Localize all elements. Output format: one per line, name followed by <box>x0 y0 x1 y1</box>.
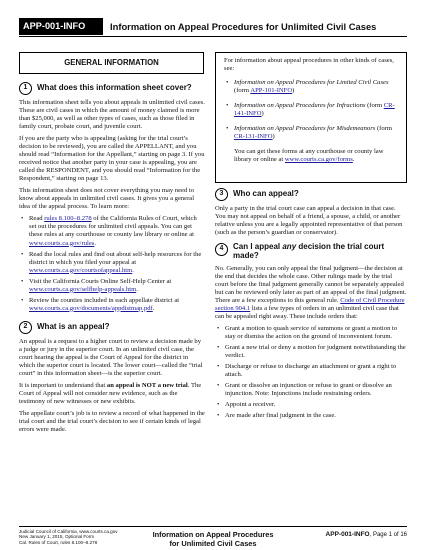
rules-link[interactable]: rules 8.100–8.278 <box>44 215 92 223</box>
paragraph: The appellate court’s job is to review a record of what happened in the trial court and the trial court’s decision to see if certain kinds of legal errors were made. <box>19 410 205 434</box>
forms-link[interactable]: www.courts.ca.gov/forms <box>284 156 353 164</box>
section-3-heading <box>215 188 407 201</box>
list-item: • Discharge or refuse to discharge an attachment or grant a right to attach. <box>215 363 407 379</box>
footer-title: Information on Appeal Procedures for Unlimited Civil Cases <box>152 530 274 549</box>
paragraph: It is important to understand that an appeal is NOT a new trial. The Court of Appeal will not consider new evidence, such as the testimony of new witnesses or new exhibits. <box>19 381 202 405</box>
footer-page: APP-001-INFO, Page 1 of 16 <box>325 531 407 538</box>
section-number: 2 <box>19 321 32 334</box>
resource-list <box>19 215 205 312</box>
header-rule <box>19 36 407 37</box>
app-101-info-link[interactable]: APP-101-INFO <box>250 87 293 95</box>
section-2-heading <box>19 321 205 334</box>
page-footer <box>19 526 407 548</box>
section-title: Can I appeal any decision the trial court made? <box>233 242 385 260</box>
list-item: • Grant a motion to quash service of summons or grant a motion to stay or dismiss the action on the ground of inconvenient forum. <box>215 325 407 341</box>
section-title: What is an appeal? <box>37 321 110 331</box>
footer-rule <box>19 526 407 527</box>
self-help-link[interactable]: www.courts.ca.gov/selfhelp-appeals.htm <box>29 285 137 293</box>
appealable-orders-list <box>215 325 407 420</box>
paragraph: If you are the party who is appealing (asking for the trial court’s decision to be reviewed), you are called the APPELLANT, and you should read “Information for the Appellant,” starting on page 3. If you received notice that another party in your case is appealing, you are called the RESPONDENT, and you should read “Information for the Respondent,” starting on page 13. <box>19 135 205 183</box>
section-1-heading <box>19 82 205 95</box>
footer-left: Judicial Council of California, www.courts.ca.gov New January 1, 2015, Optional Form Cal. Rules of Court, rules 8.100–8.278 <box>19 529 118 545</box>
left-column <box>19 78 205 438</box>
list-item: • Are made after final judgment in the case. <box>215 412 407 420</box>
list-item: • Information on Appeal Procedures for Infractions (form CR-141-INFO) <box>224 102 398 118</box>
paragraph: Only a party in the trial court case can appeal a decision in that case. You may not appeal on behalf of a friend, a spouse, a child, or another relative unless you are a legally appointed representative of that person (such as the person’s guardian or conservator). <box>215 205 403 237</box>
list-item: • Visit the California Courts Online Self-Help Center at www.courts.ca.gov/selfhelp-appeals.htm. <box>19 278 205 294</box>
section-number: 3 <box>215 188 228 201</box>
courts-of-appeal-link[interactable]: www.courts.ca.gov/courtsofappeal.htm <box>29 266 133 274</box>
ccp-904-link[interactable]: Code of Civil Procedure section 904.1 <box>215 296 405 312</box>
other-forms-box <box>215 52 407 183</box>
box-outro: You can get these forms at any courthouse or county law library or online at www.courts.ca.gov/forms. <box>234 148 384 164</box>
list-item: • Grant or dissolve an injunction or refuse to grant or dissolve an injunction. Note: Injunctions include restraining orders. <box>215 382 407 398</box>
form-code-badge: APP-001-INFO <box>19 18 103 35</box>
form-list <box>224 79 398 141</box>
list-item: • Information on Appeal Procedures for Misdemeanors (form CR-131-INFO) <box>224 125 398 141</box>
cr-141-info-link[interactable]: CR-141-INFO <box>234 102 395 118</box>
rules-url-link[interactable]: www.courts.ca.gov/rules <box>29 239 95 247</box>
right-column <box>215 184 407 424</box>
list-item: • Review the counties included in each appellate district at www.courts.ca.gov/documents/appdistmap.pdf. <box>19 297 205 313</box>
list-item: • Read the local rules and find out about self-help resources for the district in which you filed your appeal at www.courts.ca.gov/courtsofappeal.htm. <box>19 251 205 275</box>
list-item: • Information on Appeal Procedures for Limited Civil Cases (form APP-101-INFO) <box>224 79 398 95</box>
cr-131-info-link[interactable]: CR-131-INFO <box>234 133 273 141</box>
section-number: 1 <box>19 82 32 95</box>
general-information-heading: GENERAL INFORMATION <box>19 52 204 74</box>
paragraph: This information sheet tells you about appeals in unlimited civil cases. These are civil cases in which the amount of money claimed is more than $25,000, as well as other types of cases, such as those filed in family court, probate court, and juvenile court. <box>19 99 205 131</box>
section-title: Who can appeal? <box>233 189 299 199</box>
page-header <box>19 18 407 37</box>
section-4-heading <box>215 243 407 261</box>
paragraph: This information sheet does not cover everything you may need to know about appeals in unlimited civil cases. It gives you a general idea of the appeal process. To learn more: <box>19 187 195 211</box>
section-number: 4 <box>215 243 228 256</box>
list-item: • Appoint a receiver. <box>215 401 407 409</box>
section-title: What does this information sheet cover? <box>37 83 192 93</box>
page-title: Information on Appeal Procedures for Unlimited Civil Cases <box>110 21 377 32</box>
paragraph: No. Generally, you can only appeal the final judgment—the decision at the end that decides the whole case. Other rulings made by the trial court before the final judgment generally cannot be separately appealed but can be reviewed only later as part of an appeal of the final judgment. There are a few exceptions to this general rule. Code of Civil Procedure section 904.1 lists a few types of orders in an unlimited civil case that can be appealed right away. These include orders that: <box>215 264 407 320</box>
box-intro: For information about appeal procedures in other kinds of cases, see: <box>224 57 394 73</box>
district-map-link[interactable]: www.courts.ca.gov/documents/appdistmap.pdf <box>29 304 153 312</box>
paragraph: An appeal is a request to a higher court to review a decision made by a judge or jury in the superior court. In an unlimited civil case, the court hearing the appeal is the Court of Appeal for the district in which the superior court is located. The lower court—called the “trial court” in this information sheet—is the superior court. <box>19 337 203 377</box>
list-item: • Read rules 8.100–8.278 of the California Rules of Court, which set out the procedures for unlimited civil appeals. You can get these rules at any courthouse or county law library or online at www.courts.ca.gov/rules. <box>19 215 205 247</box>
list-item: • Grant a new trial or deny a motion for judgment notwithstanding the verdict. <box>215 344 407 360</box>
